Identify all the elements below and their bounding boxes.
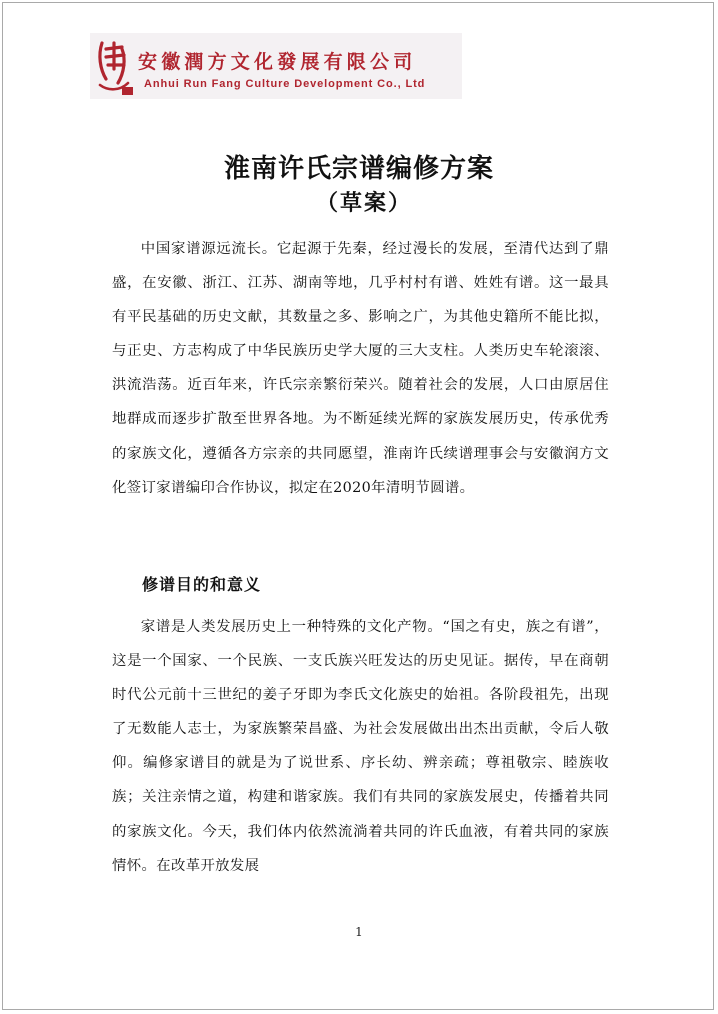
document-title: 淮南许氏宗谱编修方案 [223,154,494,184]
purpose-paragraph: 家谱是人类发展历史上一种特殊的文化产物。“国之有史，族之有谱”，这是一个国家、一个民族、一支氏族兴旺发达的历史见证。据传，早在商朝时代公元前十三世纪的姜子牙即为李氏文化族史的始祖。各阶段祖先，出现了无数能人志士，为家族繁荣昌盛、为社会发展做出出杰出贡献，令后人敬仰。编修家谱目的就是为了说世系、序长幼、辨亲疏；尊祖敬宗、睦族收族；关注亲情之道，构建和谐家族。我们有共同的家族发展史，传播着共同的家族文化。今天，我们体内依然流淌着共同的许氏血液，有着共同的家族情怀。在改革开放发展 [112,619,609,874]
letterhead [90,33,462,99]
document-subtitle: （草案） [315,190,412,216]
section-heading: 修谱目的和意义 [142,575,262,594]
company-logo-icon [92,35,136,97]
page-number: 1 [355,925,363,939]
company-name-chinese: 安徽潤方文化發展有限公司 [138,51,417,73]
company-name-english: Anhui Run Fang Culture Development Co., Ltd [144,78,426,90]
intro-paragraph: 中国家谱源远流长。它起源于先秦，经过漫长的发展，至清代达到了鼎盛，在安徽、浙江、江苏、湖南等地，几乎村村有谱、姓姓有谱。这一最具有平民基础的历史文献，其数量之多、影响之广，为其他史籍所不能比拟，与正史、方志构成了中华民族历史学大厦的三大支柱。人类历史车轮滚滚、洪流浩荡。近百年来，许氏宗亲繁衍荣兴。随着社会的发展，人口由原居住地群成而逐步扩散至世界各地。为不断延续光辉的家族发展历史，传承优秀的家族文化，遵循各方宗亲的共同愿望，淮南许氏续谱理事会与安徽润方文化签订家谱编印合作协议，拟定在2020年清明节圆谱。 [112,241,609,496]
